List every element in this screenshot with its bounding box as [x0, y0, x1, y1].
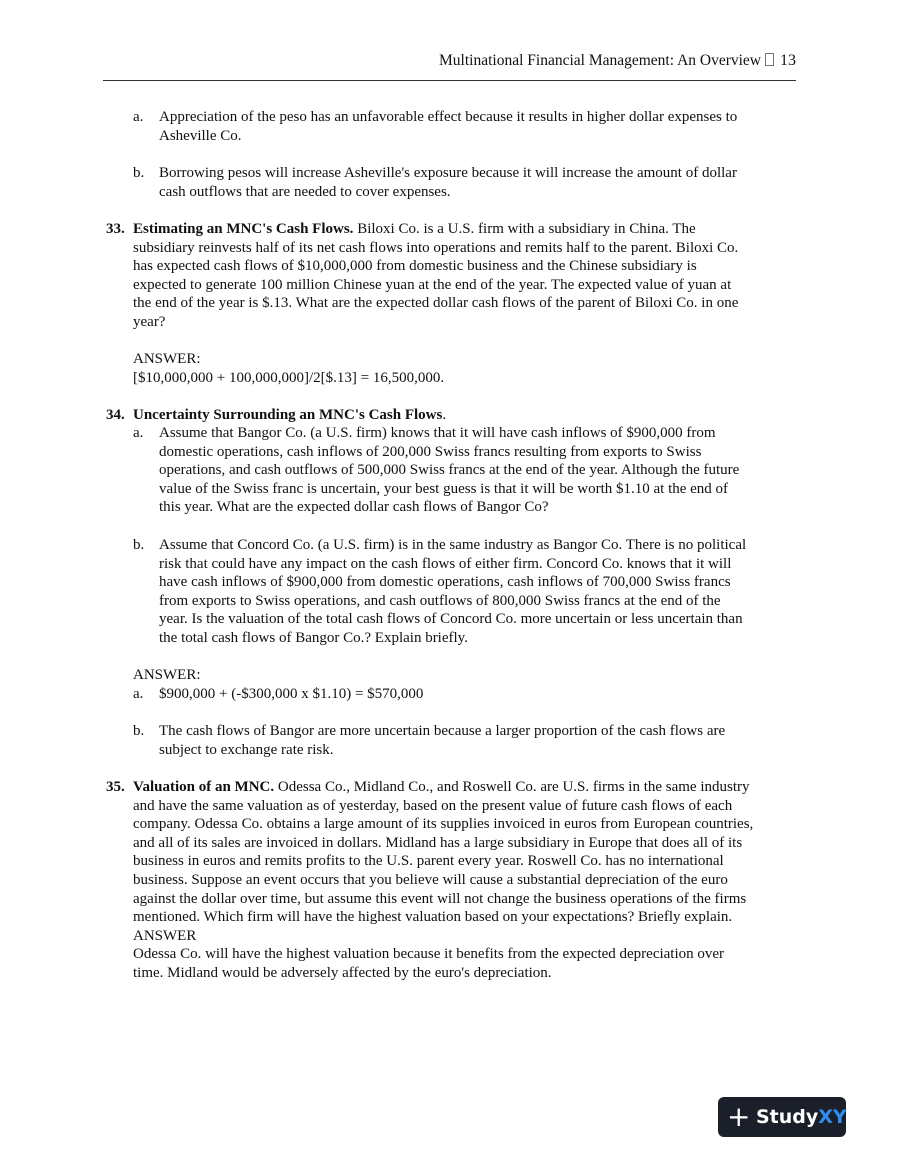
- item-label: b.: [133, 537, 145, 553]
- text-line: The cash flows of Bangor are more uncertain because a larger proportion of the cash flows are: [159, 723, 726, 739]
- question-number: 34.: [106, 407, 125, 423]
- answer-34-b: [133, 722, 803, 759]
- text-line: subsidiary reinvests half of its net cash flows into operations and remits half to the parent. Biloxi Co.: [133, 239, 739, 256]
- text-line: business in euros and remits profits to the U.S. parent every year. Roswell Co. has no international: [133, 853, 724, 870]
- text-line: and have the same valuation as of yesterday, based on the present value of future cash flows of each: [133, 797, 733, 814]
- page-number: 13: [780, 52, 796, 69]
- text-line: business. Suppose an event occurs that you believe will cause a substantial depreciation of the euro: [133, 871, 728, 888]
- page-header: [103, 52, 796, 81]
- answer-text: Odessa Co. will have the highest valuation because it benefits from the expected depreciation over: [133, 946, 725, 963]
- text-line: Borrowing pesos will increase Asheville's exposure because it will increase the amount of dollar: [159, 165, 737, 181]
- item-label: b.: [133, 165, 145, 181]
- question-first-line: [133, 406, 806, 425]
- item-b: [133, 164, 803, 201]
- question-text: Odessa Co., Midland Co., and Roswell Co. are U.S. firms in the same industry: [274, 779, 750, 795]
- text-line: risk that could have any impact on the cash flows of either firm. Concord Co. knows that it will: [159, 555, 732, 572]
- text-line: this year. What are the expected dollar cash flows of Bangor Co?: [159, 499, 549, 516]
- question-number: 33.: [106, 221, 125, 237]
- text-line: mentioned. Which firm will have the highest valuation based on your expectations? Briefly explain.: [133, 909, 733, 926]
- question-34-part-b: [133, 536, 803, 648]
- text-line: company. Odessa Co. obtains a large amount of its supplies invoiced in euros from European countries,: [133, 816, 754, 833]
- answer-text: $900,000 + (-$300,000 x $1.10) = $570,000: [159, 685, 424, 702]
- question-33: [106, 220, 806, 332]
- question-title: Estimating an MNC's Cash Flows.: [133, 221, 354, 237]
- question-number: 35.: [106, 779, 125, 795]
- text-line: have cash inflows of $900,000 from domestic operations, cash inflows of 700,000 Swiss francs: [159, 574, 731, 591]
- question-34-part-a: [133, 424, 803, 517]
- question-first-line: [133, 220, 806, 239]
- question-text: Biloxi Co. is a U.S. firm with a subsidiary in China. The: [353, 221, 696, 237]
- item-label: a.: [133, 425, 144, 441]
- plus-icon: +: [727, 1100, 751, 1133]
- question-34: [106, 406, 806, 425]
- box-glyph-icon: [765, 53, 774, 66]
- logo-wordmark: [756, 1097, 847, 1137]
- text-line: against the dollar over time, but assume this event will not change the business operations of the firms: [133, 890, 747, 907]
- text-line: value of the Swiss franc is uncertain, your best guess is that it will be worth $1.10 at the end of: [159, 480, 729, 497]
- text-line: year. Is the valuation of the total cash flows of Concord Co. more uncertain or less uncertain than: [159, 611, 743, 628]
- answer-34-a: [133, 685, 803, 704]
- answer-text: time. Midland would be adversely affected by the euro's depreciation.: [133, 964, 552, 981]
- text-line: Assume that Concord Co. (a U.S. firm) is in the same industry as Bangor Co. There is no political: [159, 537, 747, 553]
- logo-text-accent: XY: [818, 1106, 847, 1128]
- running-title: Multinational Financial Management: An Overview: [439, 52, 761, 69]
- text-line: Assume that Bangor Co. (a U.S. firm) knows that it will have cash inflows of $900,000 from: [159, 425, 716, 441]
- answer-text: [$10,000,000 + 100,000,000]/2[$.13] = 16,500,000.: [133, 369, 445, 386]
- text-line: Appreciation of the peso has an unfavorable effect because it results in higher dollar expenses to: [159, 109, 738, 125]
- question-title: Uncertainty Surrounding an MNC's Cash Flows: [133, 407, 443, 423]
- item-label: a.: [133, 109, 144, 125]
- answer-label: ANSWER: [133, 927, 197, 944]
- text-line: year?: [133, 313, 166, 330]
- answer-label: ANSWER:: [133, 351, 201, 367]
- text-line: subject to exchange rate risk.: [159, 741, 334, 758]
- text-line: from exports to Swiss operations, and cash outflows of 800,000 Swiss francs at the end of the: [159, 592, 721, 609]
- text-line: operations, and cash outflows of 500,000 Swiss francs at the end of the year. Although the future: [159, 462, 740, 479]
- text-line: expected to generate 100 million Chinese yuan at the end of the year. The expected value of yuan at: [133, 276, 732, 293]
- question-title: Valuation of an MNC.: [133, 779, 275, 795]
- text-line: domestic operations, cash inflows of 200,000 Swiss francs resulting from exports to Swiss: [159, 443, 702, 460]
- logo-text-main: Study: [756, 1106, 819, 1128]
- item-label: a.: [133, 685, 144, 702]
- text-line: and all of its sales are invoiced in dollars. Midland has a large subsidiary in Europe that does all of its: [133, 834, 743, 851]
- item-label: b.: [133, 723, 145, 739]
- question-title-end: .: [442, 407, 447, 423]
- text-line: the total cash flows of Bangor Co.? Explain briefly.: [159, 629, 468, 646]
- answer-label: ANSWER:: [133, 667, 201, 683]
- text-line: cash outflows that are needed to cover expenses.: [159, 183, 451, 200]
- item-a: [133, 108, 803, 145]
- text-line: the end of the year is $.13. What are the expected dollar cash flows of the parent of Biloxi Co. in one: [133, 295, 739, 312]
- text-line: Asheville Co.: [159, 127, 242, 144]
- question-first-line: [133, 778, 806, 797]
- studyxy-logo: [718, 1097, 846, 1137]
- answer-34: [133, 666, 803, 703]
- text-line: has expected cash flows of $10,000,000 from domestic business and the Chinese subsidiary is: [133, 258, 697, 275]
- answer-33: [133, 350, 803, 387]
- question-35: [106, 778, 806, 983]
